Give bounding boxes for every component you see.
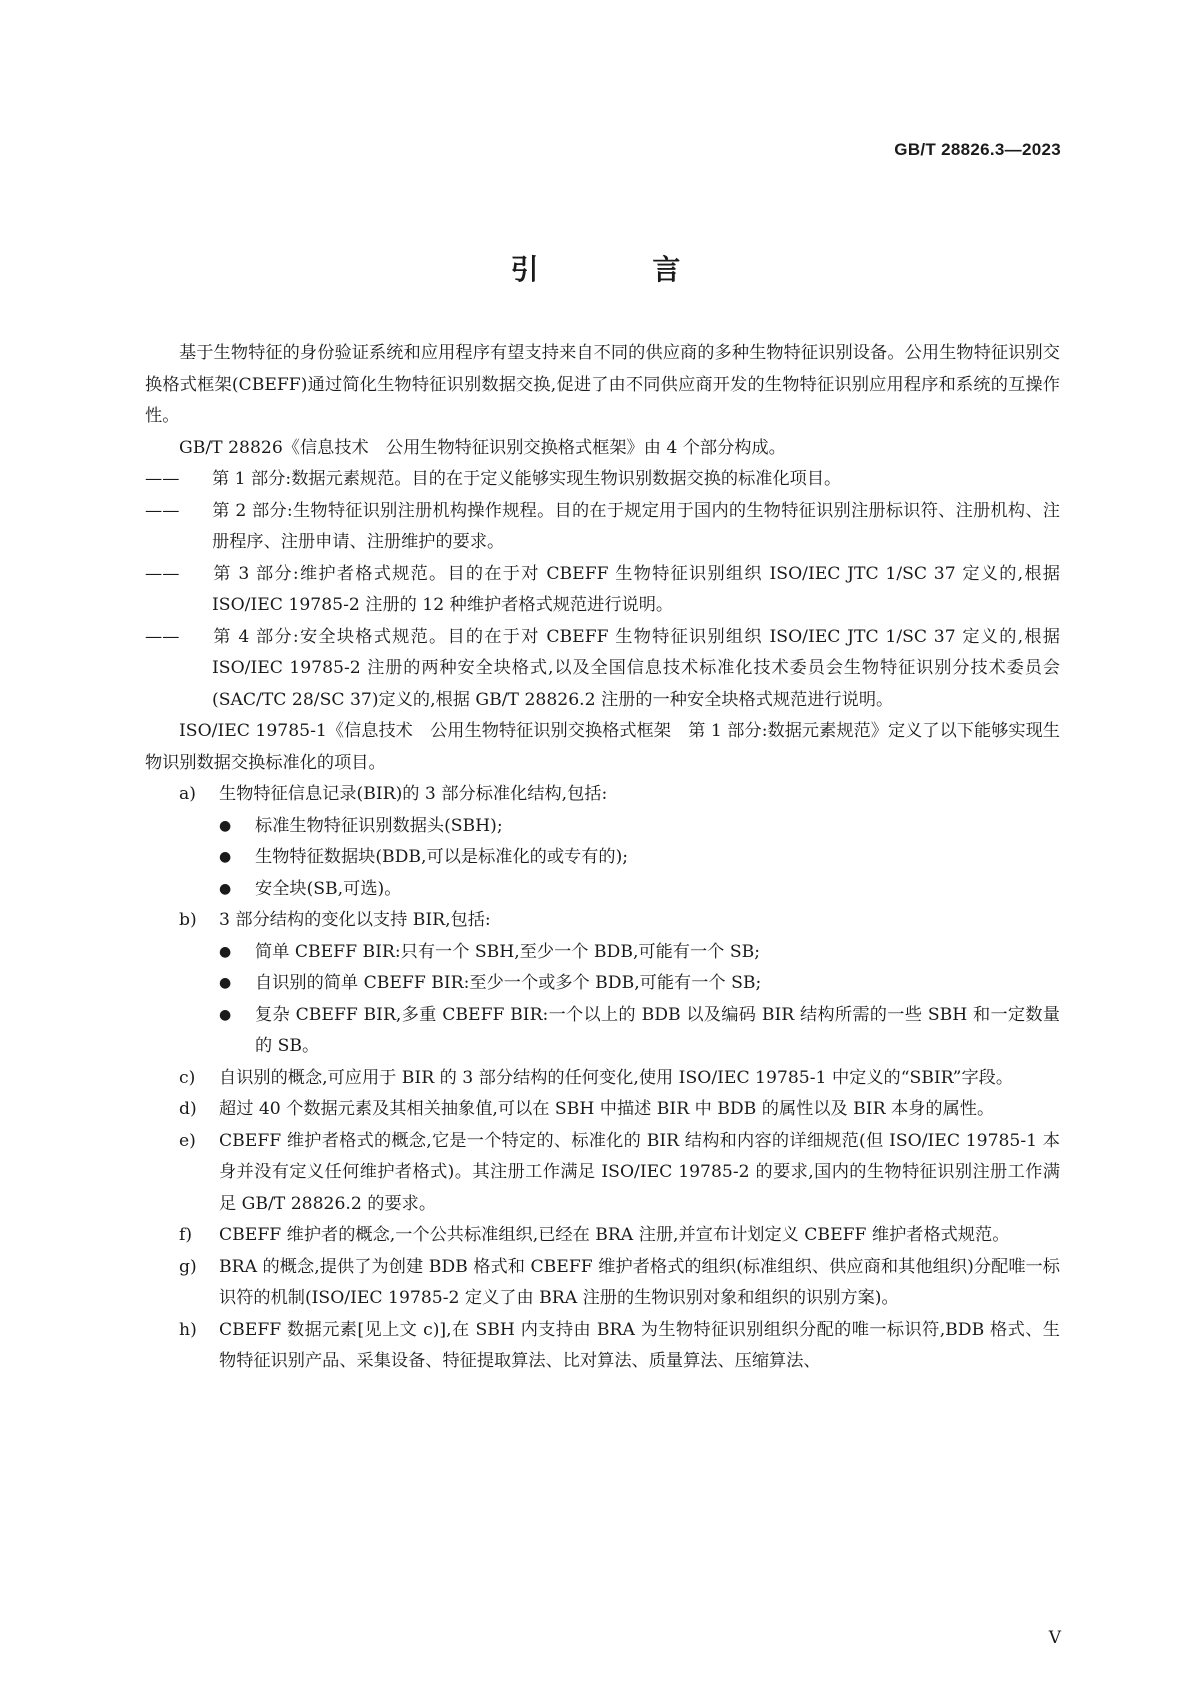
part-text: 第 2 部分:生物特征识别注册机构操作规程。目的在于规定用于国内的生物特征识别注册标识符、注册机构、注册程序、注册申请、注册维护的要求。 <box>212 500 1060 552</box>
item-text: 生物特征信息记录(BIR)的 3 部分标准化结构,包括: <box>219 784 608 804</box>
part-item <box>145 622 1060 717</box>
dash-mark: —— <box>145 500 180 521</box>
item-label: a) <box>179 784 196 804</box>
part-item <box>145 496 1060 559</box>
part-text: 第 3 部分:维护者格式规范。目的在于对 CBEFF 生物特征识别组织 ISO/IEC JTC 1/SC 37 定义的,根据 ISO/IEC 19785-2 注册的 12 种维护者格式规范进行说明。 <box>212 563 1060 615</box>
bullet-icon: ● <box>219 849 232 865</box>
list-item-g <box>145 1252 1060 1315</box>
list-item-b <box>145 905 1060 937</box>
item-text: CBEFF 维护者的概念,一个公共标准组织,已经在 BRA 注册,并宣布计划定义 CBEFF 维护者格式规范。 <box>219 1225 1010 1245</box>
part-text: 第 1 部分:数据元素规范。目的在于定义能够实现生物识别数据交换的标准化项目。 <box>212 469 842 489</box>
item-text: CBEFF 数据元素[见上文 c)],在 SBH 内支持由 BRA 为生物特征识别组织分配的唯一标识符,BDB 格式、生物特征识别产品、采集设备、特征提取算法、比对算法、质量算法、压缩算法、 <box>219 1319 1060 1371</box>
bullet-text: 复杂 CBEFF BIR,多重 CBEFF BIR:一个以上的 BDB 以及编码 BIR 结构所需的一些 SBH 和一定数量的 SB。 <box>255 1004 1060 1056</box>
bullet-item <box>145 1000 1060 1063</box>
bullet-item <box>145 937 1060 969</box>
bullet-icon: ● <box>219 817 232 834</box>
list-item-d <box>145 1094 1060 1126</box>
list-item-f <box>145 1220 1060 1252</box>
iso-intro-paragraph: ISO/IEC 19785-1《信息技术 公用生物特征识别交换格式框架 第 1 部分:数据元素规范》定义了以下能够实现生物识别数据交换标准化的项目。 <box>145 721 1060 773</box>
bullet-icon: ● <box>219 1006 232 1023</box>
intro-paragraph: 基于生物特征的身份验证系统和应用程序有望支持来自不同的供应商的多种生物特征识别设备。公用生物特征识别交换格式框架(CBEFF)通过简化生物特征识别数据交换,促进了由不同供应商开发的生物特征识别应用程序和系统的互操作性。 <box>145 343 1060 426</box>
bullet-icon: ● <box>219 943 232 960</box>
page-number: V <box>1048 1628 1061 1648</box>
bullet-text: 生物特征数据块(BDB,可以是标准化的或专有的); <box>255 847 629 867</box>
dash-mark: —— <box>145 563 180 584</box>
item-text: 自识别的概念,可应用于 BIR 的 3 部分结构的任何变化,使用 ISO/IEC 19785-1 中定义的“SBIR”字段。 <box>219 1067 1014 1088</box>
item-label: f) <box>179 1225 193 1245</box>
bullet-item <box>145 842 1060 874</box>
part-item <box>145 464 1060 496</box>
document-body <box>145 338 1060 1378</box>
item-label: d) <box>179 1099 197 1119</box>
list-item-a <box>145 779 1060 811</box>
item-label: b) <box>179 910 197 930</box>
dash-mark: —— <box>145 626 180 647</box>
part-text: 第 4 部分:安全块格式规范。目的在于对 CBEFF 生物特征识别组织 ISO/IEC JTC 1/SC 37 定义的,根据 ISO/IEC 19785-2 注册的两种安全块格式,以及全国信息技术标准化技术委员会生物特征识别分技术委员会(SAC/TC 28/SC 37)定义的,根据 GB/T 28826.2 注册的一种安全块格式规范进行说明。 <box>212 626 1060 710</box>
bullet-icon: ● <box>219 880 232 897</box>
bullet-item <box>145 874 1060 906</box>
item-text: CBEFF 维护者格式的概念,它是一个特定的、标准化的 BIR 结构和内容的详细规范(但 ISO/IEC 19785-1 本身并没有定义任何维护者格式)。其注册工作满足 ISO/IEC 19785-2 的要求,国内的生物特征识别注册工作满足 GB/T 28826.2 的要求。 <box>219 1130 1060 1214</box>
page-title: 引 言 <box>510 253 733 286</box>
item-label: h) <box>179 1319 197 1340</box>
item-label: c) <box>179 1067 196 1088</box>
part-item <box>145 559 1060 622</box>
item-label: g) <box>179 1256 197 1277</box>
bullet-text: 安全块(SB,可选)。 <box>255 878 402 899</box>
item-label: e) <box>179 1130 196 1151</box>
list-item-c <box>145 1063 1060 1095</box>
bullet-text: 标准生物特征识别数据头(SBH); <box>255 815 503 836</box>
dash-mark: —— <box>145 469 180 489</box>
list-item-h <box>145 1315 1060 1378</box>
item-text: BRA 的概念,提供了为创建 BDB 格式和 CBEFF 维护者格式的组织(标准组织、供应商和其他组织)分配唯一标识符的机制(ISO/IEC 19785-2 定义了由 BRA 注册的生物识别对象和组织的识别方案)。 <box>219 1256 1060 1308</box>
standard-code: GB/T 28826.3—2023 <box>894 140 1061 159</box>
item-text: 3 部分结构的变化以支持 BIR,包括: <box>219 910 491 930</box>
bullet-text: 简单 CBEFF BIR:只有一个 SBH,至少一个 BDB,可能有一个 SB; <box>255 941 761 962</box>
bullet-item <box>145 968 1060 1000</box>
bullet-text: 自识别的简单 CBEFF BIR:至少一个或多个 BDB,可能有一个 SB; <box>255 973 762 993</box>
bullet-icon: ● <box>219 975 232 991</box>
list-item-e <box>145 1126 1060 1221</box>
parts-intro-paragraph: GB/T 28826《信息技术 公用生物特征识别交换格式框架》由 4 个部分构成。 <box>179 437 786 458</box>
item-text: 超过 40 个数据元素及其相关抽象值,可以在 SBH 中描述 BIR 中 BDB 的属性以及 BIR 本身的属性。 <box>219 1099 995 1119</box>
bullet-item <box>145 811 1060 843</box>
